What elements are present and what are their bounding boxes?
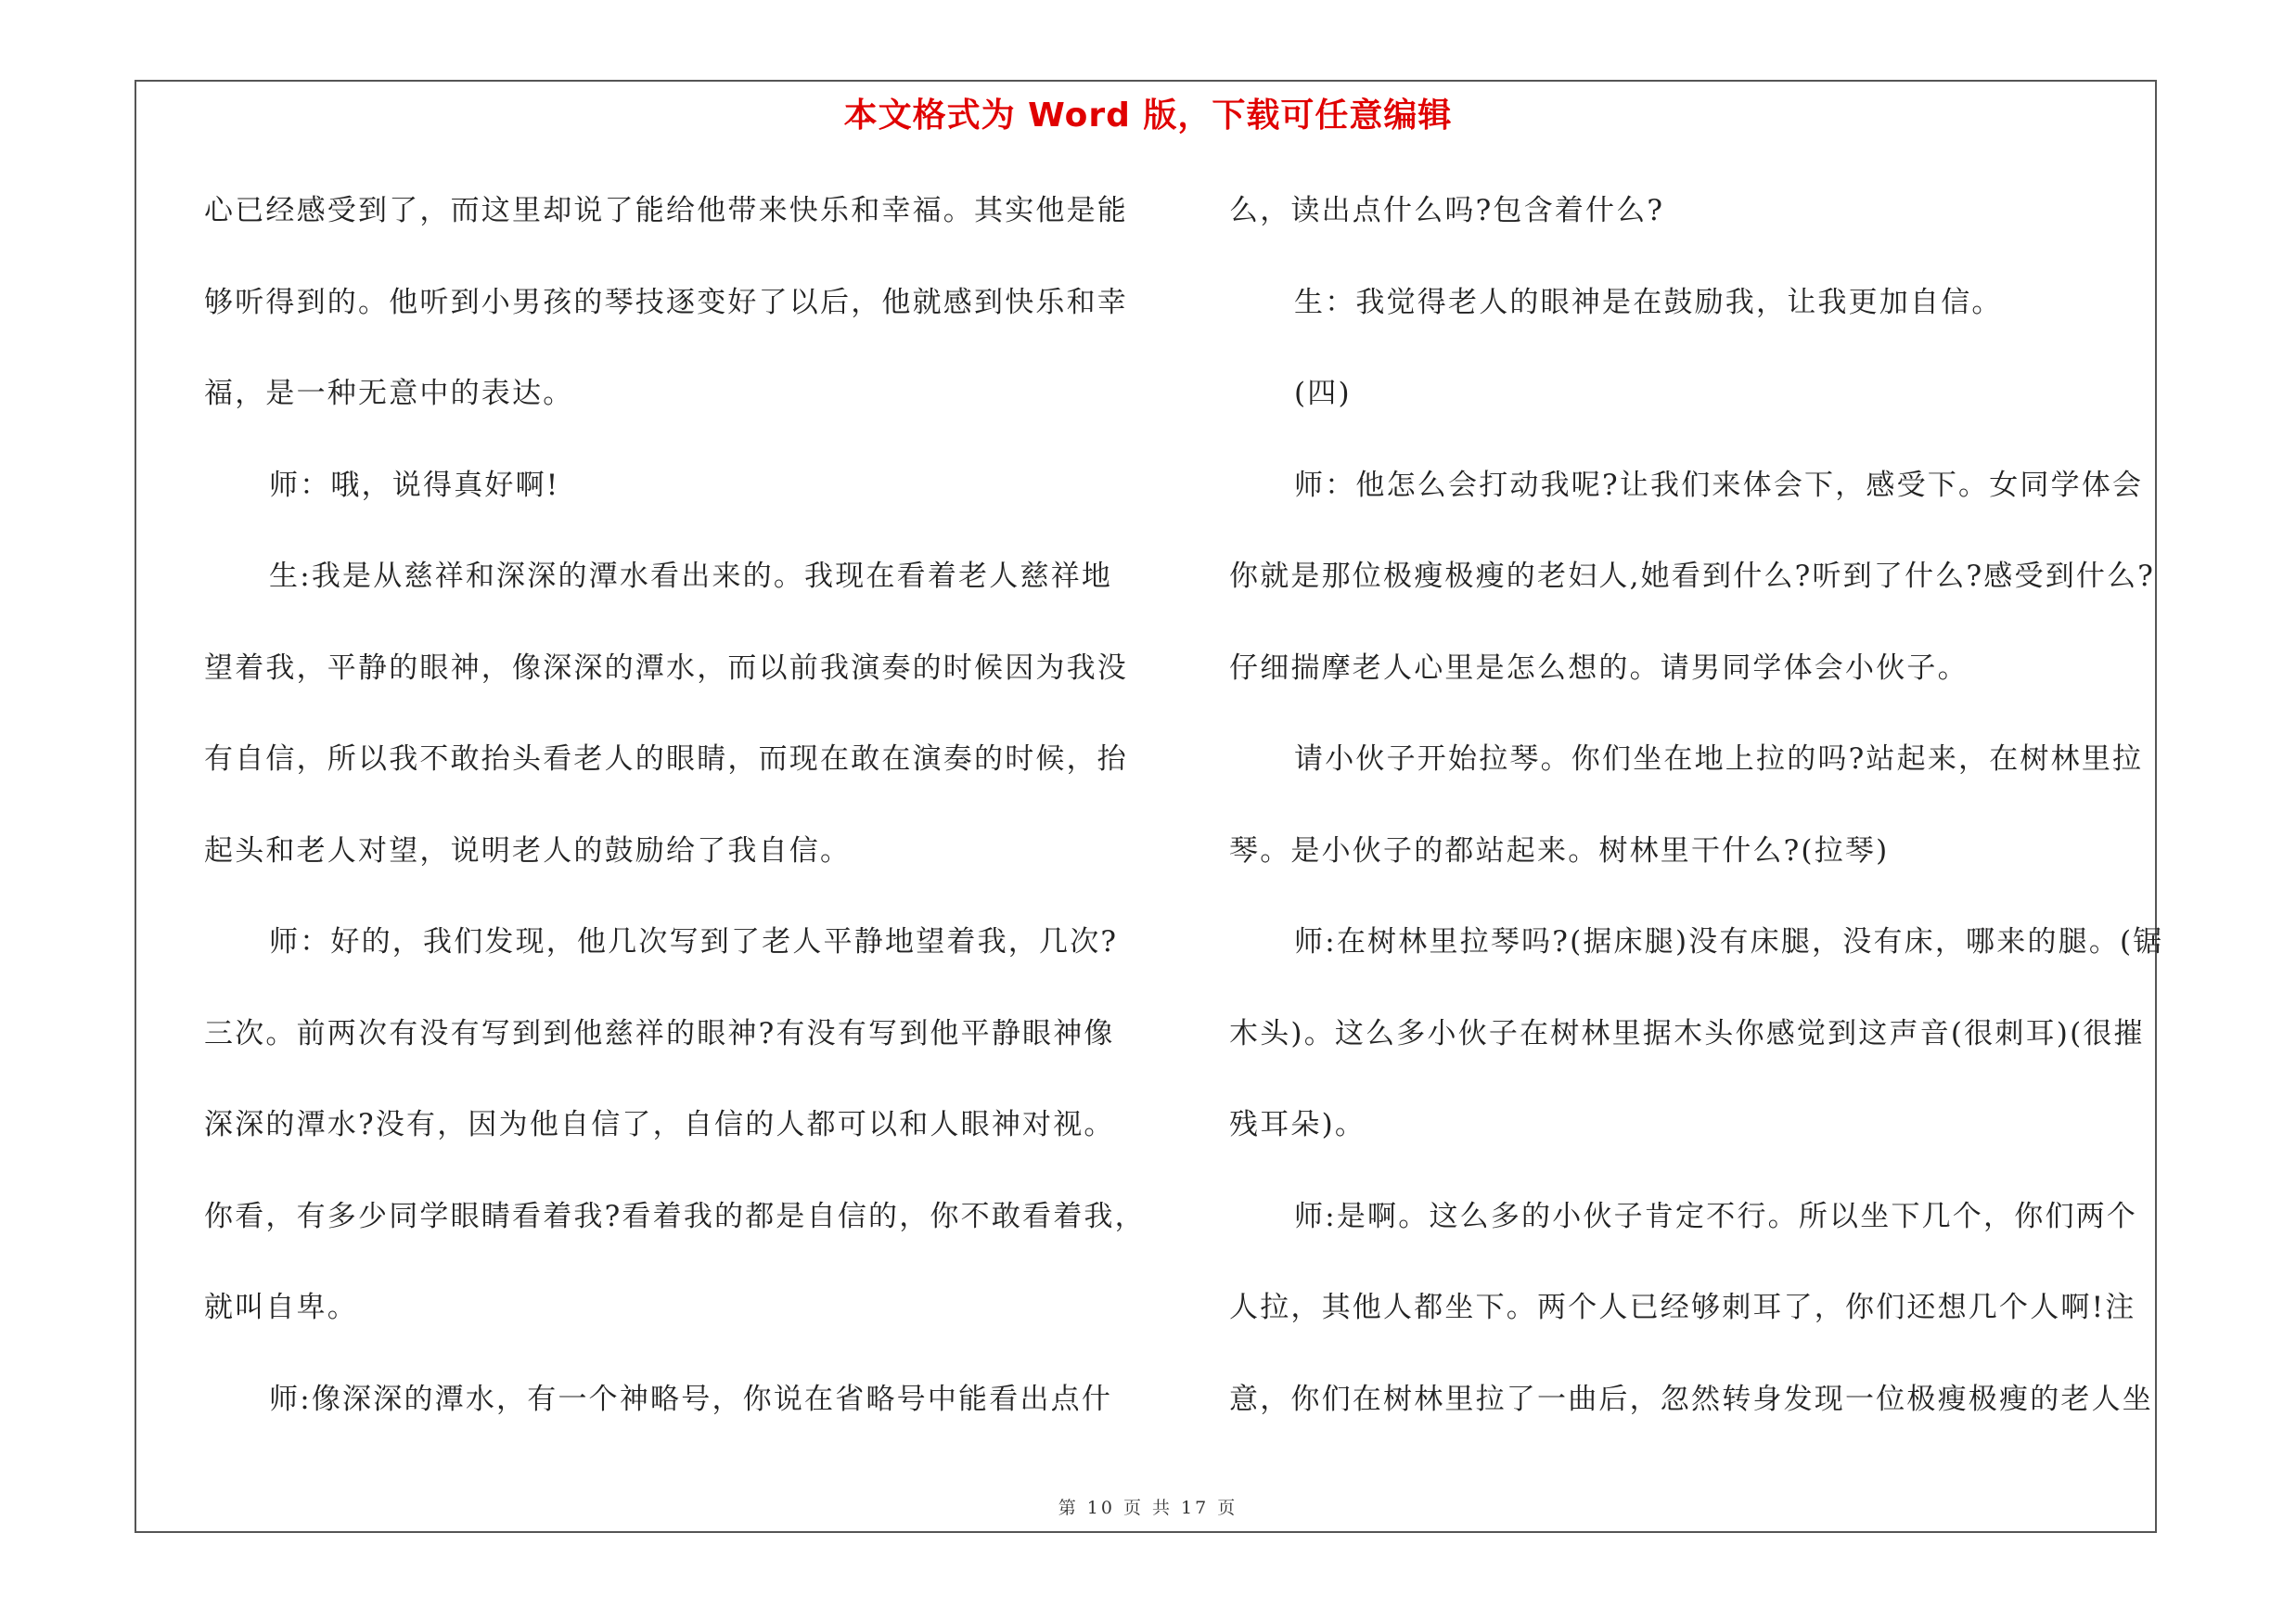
- right-text-line: 么，读出点什么吗?包含着什么?: [1229, 194, 1665, 227]
- right-text-line: 意，你们在树林里拉了一曲后，忽然转身发现一位极瘦极瘦的老人坐: [1229, 1382, 2153, 1416]
- word-format-banner: 本文格式为 Word 版，下载可任意编辑: [843, 97, 1453, 135]
- page-number-footer: 第 10 页 共 17 页: [1058, 1498, 1238, 1518]
- left-text-line: 福，是一种无意中的表达。: [204, 377, 574, 410]
- right-text-line: 人拉，其他人都坐下。两个人已经够刺耳了，你们还想几个人啊!注: [1229, 1291, 2136, 1324]
- right-text-line: 生：我觉得老人的眼神是在鼓励我，让我更加自信。: [1294, 285, 2003, 319]
- right-text-line: 师:是啊。这么多的小伙子肯定不行。所以坐下几个，你们两个: [1294, 1199, 2138, 1233]
- right-text-line: 木头)。这么多小伙子在树林里据木头你感觉到这声音(很刺耳)(很摧: [1229, 1016, 2145, 1050]
- left-text-line: 就叫自卑。: [204, 1291, 358, 1324]
- left-text-line: 起头和老人对望，说明老人的鼓励给了我自信。: [204, 833, 852, 868]
- left-text-column: [204, 182, 1146, 1462]
- left-text-line: 三次。前两次有没有写到到他慈祥的眼神?有没有写到他平静眼神像: [204, 1016, 1115, 1050]
- right-text-column: [1229, 182, 2166, 1462]
- left-text-line: 你看，有多少同学眼睛看着我?看着我的都是自信的，你不敢看着我，: [204, 1199, 1146, 1233]
- right-text-line: 仔细揣摩老人心里是怎么想的。请男同学体会小伙子。: [1229, 650, 1969, 685]
- right-text-line: 师:在树林里拉琴吗?(据床腿)没有床腿，没有床，哪来的腿。(锯: [1294, 925, 2164, 959]
- right-text-line: 琴。是小伙子的都站起来。树林里干什么?(拉琴): [1229, 833, 1890, 868]
- left-text-line: 师：好的，我们发现，他几次写到了老人平静地望着我，几次?: [269, 925, 1119, 959]
- left-text-line: 师：哦，说得真好啊!: [269, 468, 560, 502]
- right-text-line: 请小伙子开始拉琴。你们坐在地上拉的吗?站起来，在树林里拉: [1294, 742, 2144, 776]
- left-text-line: 够听得到的。他听到小男孩的琴技逐变好了以后，他就感到快乐和幸: [204, 285, 1128, 319]
- right-text-line: (四): [1294, 377, 1352, 410]
- left-text-line: 生:我是从慈祥和深深的潭水看出来的。我现在看着老人慈祥地: [269, 560, 1113, 593]
- right-text-line: 残耳朵)。: [1229, 1108, 1366, 1141]
- left-text-line: 师:像深深的潭水，有一个神略号，你说在省略号中能看出点什: [269, 1382, 1113, 1416]
- left-text-line: 望着我，平静的眼神，像深深的潭水，而以前我演奏的时候因为我没: [204, 650, 1128, 685]
- left-text-line: 深深的潭水?没有，因为他自信了，自信的人都可以和人眼神对视。: [204, 1108, 1115, 1141]
- right-text-line: 你就是那位极瘦极瘦的老妇人,她看到什么?听到了什么?感受到什么?: [1229, 560, 2156, 593]
- left-text-line: 有自信，所以我不敢抬头看老人的眼睛，而现在敢在演奏的时候，抬: [204, 742, 1128, 776]
- right-text-line: 师：他怎么会打动我呢?让我们来体会下，感受下。女同学体会: [1294, 468, 2144, 502]
- left-text-line: 心已经感受到了，而这里却说了能给他带来快乐和幸福。其实他是能: [204, 194, 1128, 227]
